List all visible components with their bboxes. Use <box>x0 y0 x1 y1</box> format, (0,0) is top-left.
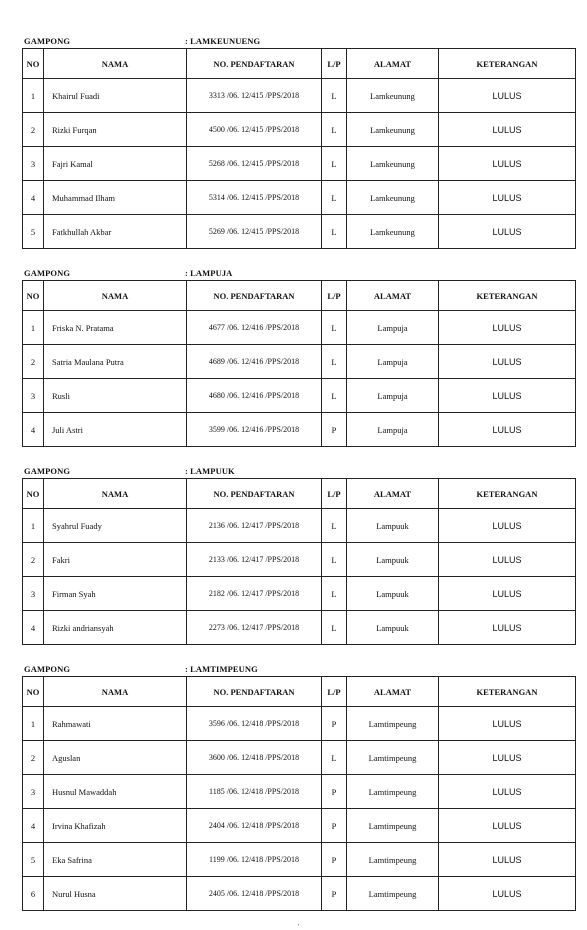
cell-pendaftaran: 1185 /06. 12/418 /PPS/2018 <box>187 775 322 809</box>
cell-no: 2 <box>23 113 44 147</box>
cell-nama: Irvina Khafizah <box>44 809 187 843</box>
cell-nama: Nurul Husna <box>44 877 187 911</box>
cell-lp: L <box>322 181 347 215</box>
cell-alamat: Lamtimpeung <box>347 843 439 877</box>
cell-pendaftaran: 3600 /06. 12/418 /PPS/2018 <box>187 741 322 775</box>
gampong-name: : LAMKEUNUENG <box>185 36 261 46</box>
cell-nama: Juli Astri <box>44 413 187 447</box>
cell-no: 5 <box>23 843 44 877</box>
cell-lp: P <box>322 843 347 877</box>
cell-no: 3 <box>23 577 44 611</box>
cell-alamat: Lampuja <box>347 379 439 413</box>
cell-pendaftaran: 4677 /06. 12/416 /PPS/2018 <box>187 311 322 345</box>
cell-keterangan: LULUS <box>439 79 576 113</box>
table-row <box>23 215 576 249</box>
cell-no: 2 <box>23 741 44 775</box>
cell-alamat: Lampuuk <box>347 611 439 645</box>
table-row <box>23 379 576 413</box>
cell-no: 1 <box>23 509 44 543</box>
cell-lp: P <box>322 707 347 741</box>
results-table <box>22 478 576 645</box>
cell-nama: Eka Safrina <box>44 843 187 877</box>
column-header-no: NO <box>23 479 44 509</box>
column-header-lp: L/P <box>322 281 347 311</box>
cell-no: 1 <box>23 79 44 113</box>
column-header-no: NO <box>23 281 44 311</box>
column-header-alamat: ALAMAT <box>347 479 439 509</box>
section-heading <box>22 662 576 676</box>
table-header-row <box>23 281 576 311</box>
cell-lp: L <box>322 543 347 577</box>
cell-lp: L <box>322 345 347 379</box>
cell-pendaftaran: 3313 /06. 12/415 /PPS/2018 <box>187 79 322 113</box>
cell-keterangan: LULUS <box>439 147 576 181</box>
table-row <box>23 877 576 911</box>
cell-no: 4 <box>23 611 44 645</box>
cell-keterangan: LULUS <box>439 877 576 911</box>
cell-alamat: Lamkeunung <box>347 147 439 181</box>
cell-keterangan: LULUS <box>439 181 576 215</box>
cell-no: 3 <box>23 379 44 413</box>
table-row <box>23 413 576 447</box>
gampong-section <box>22 34 576 249</box>
cell-alamat: Lampuja <box>347 345 439 379</box>
cell-alamat: Lampuja <box>347 413 439 447</box>
cell-no: 4 <box>23 181 44 215</box>
cell-keterangan: LULUS <box>439 509 576 543</box>
cell-no: 2 <box>23 543 44 577</box>
table-row <box>23 741 576 775</box>
table-header-row <box>23 49 576 79</box>
cell-nama: Aguslan <box>44 741 187 775</box>
column-header-keterangan: KETERANGAN <box>439 49 576 79</box>
cell-lp: P <box>322 775 347 809</box>
cell-lp: P <box>322 877 347 911</box>
table-row <box>23 809 576 843</box>
cell-keterangan: LULUS <box>439 577 576 611</box>
cell-alamat: Lamkeunung <box>347 215 439 249</box>
gampong-name: : LAMPUUK <box>185 466 235 476</box>
table-row <box>23 707 576 741</box>
cell-nama: Syahrul Fuady <box>44 509 187 543</box>
cell-alamat: Lampuuk <box>347 509 439 543</box>
page-mark: ' <box>298 924 300 930</box>
table-row <box>23 147 576 181</box>
gampong-label: GAMPONG <box>24 664 71 674</box>
cell-nama: Rusli <box>44 379 187 413</box>
column-header-nama: NAMA <box>44 677 187 707</box>
table-row <box>23 113 576 147</box>
cell-no: 1 <box>23 707 44 741</box>
section-heading <box>22 266 576 280</box>
cell-keterangan: LULUS <box>439 543 576 577</box>
cell-lp: P <box>322 809 347 843</box>
cell-keterangan: LULUS <box>439 113 576 147</box>
cell-nama: Muhammad Ilham <box>44 181 187 215</box>
column-header-keterangan: KETERANGAN <box>439 677 576 707</box>
results-table <box>22 676 576 911</box>
cell-no: 5 <box>23 215 44 249</box>
gampong-label: GAMPONG <box>24 268 71 278</box>
results-table <box>22 280 576 447</box>
cell-keterangan: LULUS <box>439 215 576 249</box>
column-header-alamat: ALAMAT <box>347 281 439 311</box>
column-header-lp: L/P <box>322 49 347 79</box>
gampong-label: GAMPONG <box>24 36 71 46</box>
gampong-section <box>22 662 576 911</box>
cell-alamat: Lamtimpeung <box>347 741 439 775</box>
column-header-pendaftaran: NO. PENDAFTARAN <box>187 281 322 311</box>
cell-lp: L <box>322 215 347 249</box>
table-header-row <box>23 677 576 707</box>
cell-lp: P <box>322 413 347 447</box>
column-header-lp: L/P <box>322 677 347 707</box>
cell-lp: L <box>322 379 347 413</box>
cell-no: 2 <box>23 345 44 379</box>
cell-pendaftaran: 2404 /06. 12/418 /PPS/2018 <box>187 809 322 843</box>
cell-alamat: Lamtimpeung <box>347 877 439 911</box>
cell-no: 3 <box>23 775 44 809</box>
cell-lp: L <box>322 611 347 645</box>
cell-alamat: Lampuja <box>347 311 439 345</box>
cell-pendaftaran: 5314 /06. 12/415 /PPS/2018 <box>187 181 322 215</box>
cell-nama: Fakri <box>44 543 187 577</box>
cell-lp: L <box>322 741 347 775</box>
cell-nama: Rizki Furqan <box>44 113 187 147</box>
column-header-nama: NAMA <box>44 49 187 79</box>
column-header-keterangan: KETERANGAN <box>439 479 576 509</box>
cell-no: 3 <box>23 147 44 181</box>
cell-pendaftaran: 2405 /06. 12/418 /PPS/2018 <box>187 877 322 911</box>
cell-lp: L <box>322 311 347 345</box>
cell-pendaftaran: 4680 /06. 12/416 /PPS/2018 <box>187 379 322 413</box>
cell-keterangan: LULUS <box>439 413 576 447</box>
cell-no: 4 <box>23 413 44 447</box>
gampong-section <box>22 266 576 447</box>
gampong-label: GAMPONG <box>24 466 71 476</box>
column-header-pendaftaran: NO. PENDAFTARAN <box>187 677 322 707</box>
cell-alamat: Lampuuk <box>347 543 439 577</box>
cell-pendaftaran: 5269 /06. 12/415 /PPS/2018 <box>187 215 322 249</box>
table-row <box>23 345 576 379</box>
cell-pendaftaran: 1199 /06. 12/418 /PPS/2018 <box>187 843 322 877</box>
gampong-name: : LAMTIMPEUNG <box>185 664 258 674</box>
cell-keterangan: LULUS <box>439 707 576 741</box>
column-header-alamat: ALAMAT <box>347 677 439 707</box>
cell-no: 1 <box>23 311 44 345</box>
cell-nama: Fatkhullah Akbar <box>44 215 187 249</box>
cell-nama: Fajri Kamal <box>44 147 187 181</box>
cell-keterangan: LULUS <box>439 775 576 809</box>
cell-alamat: Lamkeunung <box>347 181 439 215</box>
cell-pendaftaran: 3596 /06. 12/418 /PPS/2018 <box>187 707 322 741</box>
cell-pendaftaran: 3599 /06. 12/416 /PPS/2018 <box>187 413 322 447</box>
cell-no: 6 <box>23 877 44 911</box>
cell-lp: L <box>322 577 347 611</box>
cell-nama: Friska N. Pratama <box>44 311 187 345</box>
cell-nama: Rahmawati <box>44 707 187 741</box>
cell-nama: Khairul Fuadi <box>44 79 187 113</box>
table-header-row <box>23 479 576 509</box>
column-header-nama: NAMA <box>44 479 187 509</box>
table-row <box>23 775 576 809</box>
cell-lp: L <box>322 113 347 147</box>
cell-lp: L <box>322 79 347 113</box>
table-row <box>23 843 576 877</box>
column-header-lp: L/P <box>322 479 347 509</box>
cell-alamat: Lamtimpeung <box>347 809 439 843</box>
cell-nama: Satria Maulana Putra <box>44 345 187 379</box>
column-header-nama: NAMA <box>44 281 187 311</box>
table-row <box>23 181 576 215</box>
cell-pendaftaran: 2182 /06. 12/417 /PPS/2018 <box>187 577 322 611</box>
column-header-no: NO <box>23 677 44 707</box>
cell-pendaftaran: 5268 /06. 12/415 /PPS/2018 <box>187 147 322 181</box>
cell-alamat: Lamkeunung <box>347 113 439 147</box>
column-header-no: NO <box>23 49 44 79</box>
cell-nama: Rizki andriansyah <box>44 611 187 645</box>
cell-keterangan: LULUS <box>439 379 576 413</box>
cell-pendaftaran: 2133 /06. 12/417 /PPS/2018 <box>187 543 322 577</box>
table-row <box>23 79 576 113</box>
cell-alamat: Lamkeunung <box>347 79 439 113</box>
table-row <box>23 543 576 577</box>
cell-alamat: Lampuuk <box>347 577 439 611</box>
gampong-section <box>22 464 576 645</box>
cell-lp: L <box>322 509 347 543</box>
column-header-pendaftaran: NO. PENDAFTARAN <box>187 49 322 79</box>
cell-nama: Firman Syah <box>44 577 187 611</box>
cell-nama: Husnul Mawaddah <box>44 775 187 809</box>
cell-alamat: Lamtimpeung <box>347 775 439 809</box>
column-header-pendaftaran: NO. PENDAFTARAN <box>187 479 322 509</box>
cell-keterangan: LULUS <box>439 311 576 345</box>
cell-pendaftaran: 2136 /06. 12/417 /PPS/2018 <box>187 509 322 543</box>
cell-pendaftaran: 4689 /06. 12/416 /PPS/2018 <box>187 345 322 379</box>
cell-keterangan: LULUS <box>439 809 576 843</box>
gampong-name: : LAMPUJA <box>185 268 233 278</box>
table-row <box>23 509 576 543</box>
cell-alamat: Lamtimpeung <box>347 707 439 741</box>
cell-pendaftaran: 2273 /06. 12/417 /PPS/2018 <box>187 611 322 645</box>
cell-no: 4 <box>23 809 44 843</box>
table-row <box>23 577 576 611</box>
cell-keterangan: LULUS <box>439 611 576 645</box>
table-row <box>23 611 576 645</box>
column-header-keterangan: KETERANGAN <box>439 281 576 311</box>
cell-keterangan: LULUS <box>439 843 576 877</box>
section-heading <box>22 34 576 48</box>
table-row <box>23 311 576 345</box>
results-table <box>22 48 576 249</box>
column-header-alamat: ALAMAT <box>347 49 439 79</box>
cell-lp: L <box>322 147 347 181</box>
cell-pendaftaran: 4500 /06. 12/415 /PPS/2018 <box>187 113 322 147</box>
cell-keterangan: LULUS <box>439 345 576 379</box>
section-heading <box>22 464 576 478</box>
cell-keterangan: LULUS <box>439 741 576 775</box>
